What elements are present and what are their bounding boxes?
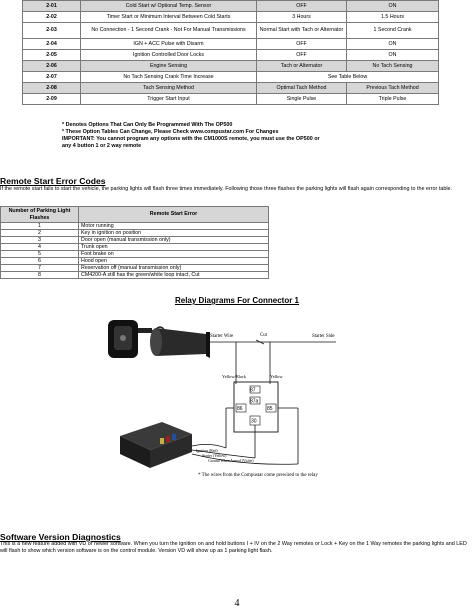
pin-87: 87 — [250, 387, 256, 394]
option-row — [23, 61, 439, 72]
option-feature: No Connection - 1 Second Crank - Not For Manual Transmissions — [81, 23, 257, 39]
option-feature: Timer Start or Minimum Interval Between Cold Starts — [81, 12, 257, 23]
option-value-2: Triple Pulse — [347, 94, 439, 105]
pin-30: 30 — [251, 418, 257, 425]
option-value-2: ON — [347, 50, 439, 61]
option-value-2: 1 Second Crank — [347, 23, 439, 39]
error-row — [1, 244, 269, 251]
error-row — [1, 230, 269, 237]
option-number: 2-02 — [23, 12, 81, 23]
option-number: 2-05 — [23, 50, 81, 61]
option-number: 2-08 — [23, 83, 81, 94]
error-codes-heading: Remote Start Error Codes — [0, 176, 106, 186]
option-number: 2-09 — [23, 94, 81, 105]
relay-caption: * The wires from the Compustar come prewired to the relay — [198, 473, 318, 478]
page-number: 4 — [234, 598, 240, 609]
option-feature: Cold Start w/ Optional Temp. Sensor — [81, 1, 257, 12]
ignition-cylinder-icon — [150, 328, 210, 358]
label-starter-wire: Starter Wire — [210, 334, 234, 339]
error-row — [1, 223, 269, 230]
option-value-1: Single Pulse — [257, 94, 347, 105]
error-row — [1, 265, 269, 272]
error-table-header — [1, 207, 269, 223]
error-codes-paragraph: If the remote start fails to start the vehicle, the parking lights will flash three times immediately. Following those three flashes the parking lights will flash again corresponding to the error table. — [0, 186, 453, 192]
error-flash-count: 2 — [1, 230, 79, 237]
error-col-flashes: Number of Parking Light Flashes — [1, 207, 79, 223]
option-value-2: 1.5 Hours — [347, 12, 439, 23]
option-row — [23, 83, 439, 94]
option-feature: Engine Sensing — [81, 61, 257, 72]
error-flash-count: 8 — [1, 272, 79, 279]
option-value-2: Previous Tach Method — [347, 83, 439, 94]
option-value-1: OFF — [257, 39, 347, 50]
error-row — [1, 251, 269, 258]
option-feature: No Tach Sensing Crank Time Increase — [81, 72, 257, 83]
option-number: 2-04 — [23, 39, 81, 50]
label-wire-ground: Ground When Armed (Violet) — [208, 459, 254, 463]
option-number: 2-06 — [23, 61, 81, 72]
error-flash-count: 5 — [1, 251, 79, 258]
control-module-icon — [120, 422, 192, 468]
error-flash-count: 1 — [1, 223, 79, 230]
error-description: Reservation off (manual transmission only) — [79, 265, 269, 272]
option-row — [23, 72, 439, 83]
option-feature: Tach Sensing Method — [81, 83, 257, 94]
option-number: 2-03 — [23, 23, 81, 39]
error-description: CM4200-A still has the green/white loop intact, Cut — [79, 272, 269, 279]
option-value-2: No Tach Sensing — [347, 61, 439, 72]
error-description: Key in ignition on position — [79, 230, 269, 237]
option-row — [23, 1, 439, 12]
error-description: Trunk open — [79, 244, 269, 251]
note-important: IMPORTANT: You cannot program any options with the CM1000S remote, you must use the OP500 or — [62, 136, 320, 142]
label-wire-starter: Starter (Yellow) — [202, 454, 227, 458]
error-description: Motor running — [79, 223, 269, 230]
label-wire-ignition: Ignition (Red) — [196, 449, 218, 453]
option-value-1: Normal Start with Tach or Alternator — [257, 23, 347, 39]
error-description: Foot brake on — [79, 251, 269, 258]
option-feature: Trigger Start Input — [81, 94, 257, 105]
note-op500: * Denotes Options That Can Only Be Programmed With The OP500 — [62, 122, 233, 128]
error-flash-count: 3 — [1, 237, 79, 244]
error-flash-count: 7 — [1, 265, 79, 272]
label-yellow: Yellow — [270, 374, 283, 379]
option-notes — [62, 122, 402, 150]
error-row — [1, 272, 269, 279]
error-row — [1, 237, 269, 244]
note-changes: ª These Option Tables Can Change, Please Check www.compustar.com For Changes — [62, 129, 279, 135]
relay-title: Relay Diagrams For Connector 1 — [174, 296, 300, 305]
option-value-1: Tach or Alternator — [257, 61, 347, 72]
option-feature: Ignition Controlled Door Locks — [81, 50, 257, 61]
software-paragraph: This is a new feature added with VD or newer software. When you turn the ignition on and hold buttons I + IV on the 2 Way remotes or Lock + Key on the 1 Way remotes the parking lights and LED will flash to show which version software is on the control module. Version VD will show up as 1 parking light flash. — [0, 541, 467, 554]
pin-87a: 87a — [250, 398, 259, 405]
relay-diagram — [100, 318, 440, 488]
error-flash-count: 4 — [1, 244, 79, 251]
label-starter-side: Starter Side — [312, 334, 335, 339]
option-span-value: See Table Below — [257, 72, 439, 83]
option-value-1: Optimal Tach Method — [257, 83, 347, 94]
pin-86: 86 — [237, 406, 243, 412]
error-description: Door open (manual transmission only) — [79, 237, 269, 244]
pin-85: 85 — [267, 406, 273, 412]
error-table — [0, 206, 269, 279]
error-description: Hood open — [79, 258, 269, 265]
error-col-error: Remote Start Error — [79, 207, 269, 223]
option-feature: IGN + ACC Pulse with Disarm — [81, 39, 257, 50]
label-yellow-black: Yellow/Black — [222, 374, 246, 379]
option-value-2: ON — [347, 1, 439, 12]
option-number: 2-01 — [23, 1, 81, 12]
option-value-1: OFF — [257, 50, 347, 61]
option-number: 2-07 — [23, 72, 81, 83]
error-flash-count: 6 — [1, 258, 79, 265]
software-heading: Software Version Diagnostics — [0, 532, 121, 542]
option-value-1: 3 Hours — [257, 12, 347, 23]
label-cut: Cut — [260, 333, 267, 338]
option-value-1: OFF — [257, 1, 347, 12]
option-table — [22, 0, 439, 105]
option-row — [23, 39, 439, 50]
option-value-2: ON — [347, 39, 439, 50]
option-row — [23, 50, 439, 61]
option-row — [23, 12, 439, 23]
option-row — [23, 23, 439, 39]
note-important-cont: any 4 button 1 or 2 way remote — [62, 143, 142, 149]
error-row — [1, 258, 269, 265]
option-row — [23, 94, 439, 105]
